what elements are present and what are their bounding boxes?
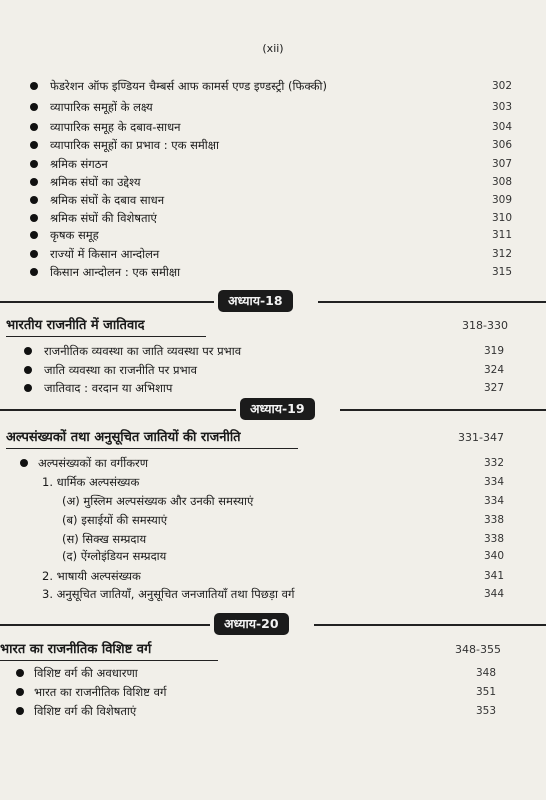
list-item: (अ) मुस्लिम अल्पसंख्यक और उनकी समस्याएं 334 [62,494,505,508]
chapter-18-badge: अध्याय-18 [218,290,293,312]
list-item: विशिष्ट वर्ग की विशेषताएं 353 [0,703,546,719]
chapter-title: भारत का राजनीतिक विशिष्ट वर्ग [0,642,152,657]
bullet-icon [24,366,32,374]
chapter-18-heading [0,316,546,336]
list-item: श्रमिक संघों के दबाव साधन 309 [0,192,546,208]
chapter-divider [340,409,546,411]
list-item: (स) सिक्ख सम्प्रदाय 338 [62,532,505,546]
chapter-divider [314,624,546,626]
chapter-20-heading [0,640,546,660]
list-item: राजनीतिक व्यवस्था का जाति व्यवस्था पर प्रभाव 319 [0,343,546,359]
bullet-icon [30,141,38,149]
bullet-icon [16,669,24,677]
chapter-title: भारतीय राजनीति में जातिवाद [6,318,145,333]
chapter-divider [318,301,546,303]
list-item: किसान आन्दोलन : एक समीक्षा 315 [0,264,546,280]
list-item: व्यापारिक समूहों का प्रभाव : एक समीक्षा 306 [0,137,546,153]
bullet-icon [30,103,38,111]
bullet-icon [16,688,24,696]
list-item: 1. धार्मिक अल्पसंख्यक 334 [42,475,505,489]
bullet-icon [30,231,38,239]
list-item: (द) ऐंग्लोइंडियन सम्प्रदाय 340 [62,549,505,563]
list-item: व्यापारिक समूह के दबाव-साधन 304 [0,119,546,135]
bullet-icon [30,268,38,276]
chapter-page-range: 348-355 [455,643,501,656]
list-item: (ब) इसाईयों की समस्याएं 338 [62,513,505,527]
bullet-icon [30,123,38,131]
chapter-divider [0,409,236,411]
bullet-icon [30,214,38,222]
bullet-icon [30,82,38,90]
list-item: अल्पसंख्यकों का वर्गीकरण 332 [0,455,546,471]
bullet-icon [20,459,28,467]
heading-underline [6,448,298,449]
bullet-icon [30,196,38,204]
list-item: जातिवाद : वरदान या अभिशाप 327 [0,380,546,396]
chapter-19-heading [0,428,546,448]
bullet-icon [16,707,24,715]
chapter-19-badge: अध्याय-19 [240,398,315,420]
list-item: 3. अनुसूचित जातियाँ, अनुसूचित जनजातियाँ तथा पिछड़ा वर्ग 344 [42,587,505,601]
list-item: श्रमिक संघों की विशेषताएं 310 [0,210,546,226]
list-item: 2. भाषायी अल्पसंख्यक 341 [42,569,505,583]
list-item: श्रमिक संघों का उद्देश्य 308 [0,174,546,190]
list-item: श्रमिक संगठन 307 [0,156,546,172]
chapter-page-range: 331-347 [458,431,504,444]
list-item: कृषक समूह 311 [0,227,546,243]
bullet-icon [30,178,38,186]
chapter-page-range: 318-330 [462,319,508,332]
chapter-20-badge: अध्याय-20 [214,613,289,635]
bullet-icon [24,347,32,355]
bullet-icon [30,250,38,258]
heading-underline [6,336,206,337]
heading-underline [0,660,218,661]
bullet-icon [24,384,32,392]
list-item: विशिष्ट वर्ग की अवधारणा 348 [0,665,546,681]
chapter-divider [0,624,210,626]
list-item: जाति व्यवस्था का राजनीति पर प्रभाव 324 [0,362,546,378]
chapter-divider [0,301,214,303]
bullet-icon [30,160,38,168]
list-item: राज्यों में किसान आन्दोलन 312 [0,246,546,262]
list-item: फेडरेशन ऑफ इण्डियन चैम्बर्स आफ कामर्स एण्ड इण्डस्ट्री (फिक्की) 302 [0,78,546,94]
list-item: व्यापारिक समूहों के लक्ष्य 303 [0,99,546,115]
list-item: भारत का राजनीतिक विशिष्ट वर्ग 351 [0,684,546,700]
chapter-title: अल्पसंख्यकों तथा अनुसूचित जातियों की राजनीति [6,430,241,445]
page-number: (xii) [262,42,284,55]
